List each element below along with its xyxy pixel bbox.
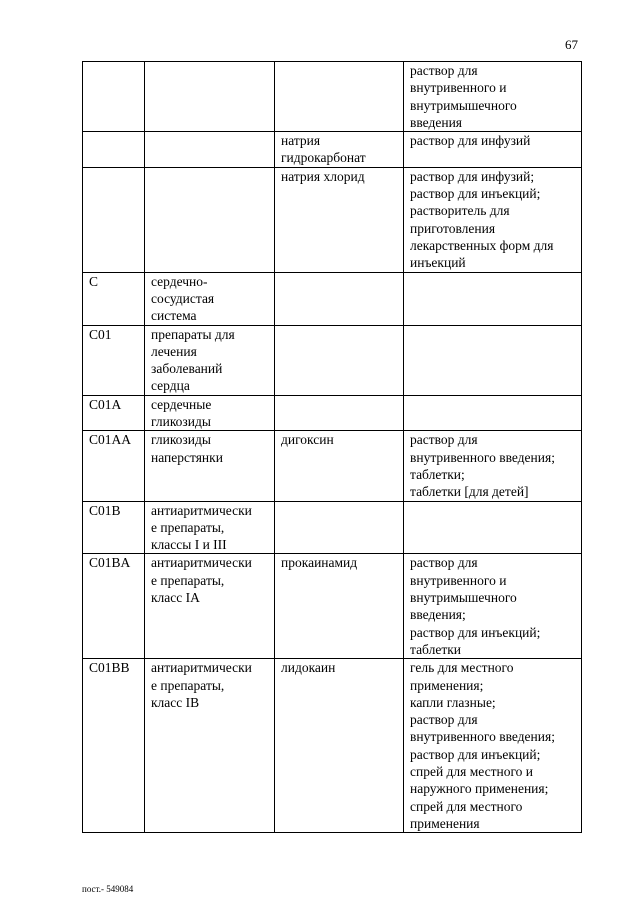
- drug-name-cell: [275, 501, 404, 554]
- anatomical-group-cell: сердечно- сосудистая система: [145, 272, 275, 325]
- dosage-forms-cell: [404, 395, 582, 431]
- table-row: [83, 272, 582, 325]
- drug-name-cell: натрия хлорид: [275, 167, 404, 272]
- drug-name-cell: [275, 395, 404, 431]
- table-row: [83, 62, 582, 132]
- atc-code-cell: [83, 167, 145, 272]
- dosage-forms-cell: раствор для внутривенного введения; таблетки; таблетки [для детей]: [404, 431, 582, 501]
- footer-note: пост.- 549084: [82, 884, 134, 894]
- drug-name-cell: натрия гидрокарбонат: [275, 132, 404, 168]
- atc-code-cell: C01BA: [83, 554, 145, 659]
- anatomical-group-cell: препараты для лечения заболеваний сердца: [145, 325, 275, 395]
- atc-code-cell: C01B: [83, 501, 145, 554]
- drug-table: [82, 61, 582, 833]
- drug-name-cell: [275, 62, 404, 132]
- anatomical-group-cell: гликозиды наперстянки: [145, 431, 275, 501]
- table-row: [83, 395, 582, 431]
- atc-code-cell: C01A: [83, 395, 145, 431]
- table-row: [83, 501, 582, 554]
- dosage-forms-cell: гель для местного применения; капли глазные; раствор для внутривенного введения; раствор для инъекций; спрей для местного и наружного применения; спрей для местного применения: [404, 659, 582, 833]
- table-row: [83, 554, 582, 659]
- drug-name-cell: прокаинамид: [275, 554, 404, 659]
- drug-name-cell: лидокаин: [275, 659, 404, 833]
- dosage-forms-cell: [404, 325, 582, 395]
- anatomical-group-cell: [145, 62, 275, 132]
- atc-code-cell: C01AA: [83, 431, 145, 501]
- atc-code-cell: C01BB: [83, 659, 145, 833]
- dosage-forms-cell: раствор для внутривенного и внутримышечного введения: [404, 62, 582, 132]
- anatomical-group-cell: антиаритмически е препараты, класс IA: [145, 554, 275, 659]
- atc-code-cell: [83, 132, 145, 168]
- dosage-forms-cell: раствор для инфузий: [404, 132, 582, 168]
- anatomical-group-cell: сердечные гликозиды: [145, 395, 275, 431]
- table-body: [83, 62, 582, 833]
- table-row: [83, 325, 582, 395]
- table-row: [83, 132, 582, 168]
- atc-code-cell: C01: [83, 325, 145, 395]
- dosage-forms-cell: [404, 501, 582, 554]
- drug-name-cell: дигоксин: [275, 431, 404, 501]
- table-row: [83, 659, 582, 833]
- dosage-forms-cell: раствор для внутривенного и внутримышечного введения; раствор для инъекций; таблетки: [404, 554, 582, 659]
- anatomical-group-cell: [145, 132, 275, 168]
- atc-code-cell: [83, 62, 145, 132]
- page-number: 67: [565, 37, 578, 52]
- drug-name-cell: [275, 272, 404, 325]
- atc-code-cell: C: [83, 272, 145, 325]
- anatomical-group-cell: антиаритмически е препараты, класс IB: [145, 659, 275, 833]
- anatomical-group-cell: [145, 167, 275, 272]
- dosage-forms-cell: раствор для инфузий; раствор для инъекций; растворитель для приготовления лекарственных форм для инъекций: [404, 167, 582, 272]
- table-row: [83, 167, 582, 272]
- dosage-forms-cell: [404, 272, 582, 325]
- anatomical-group-cell: антиаритмически е препараты, классы I и III: [145, 501, 275, 554]
- drug-name-cell: [275, 325, 404, 395]
- table-row: [83, 431, 582, 501]
